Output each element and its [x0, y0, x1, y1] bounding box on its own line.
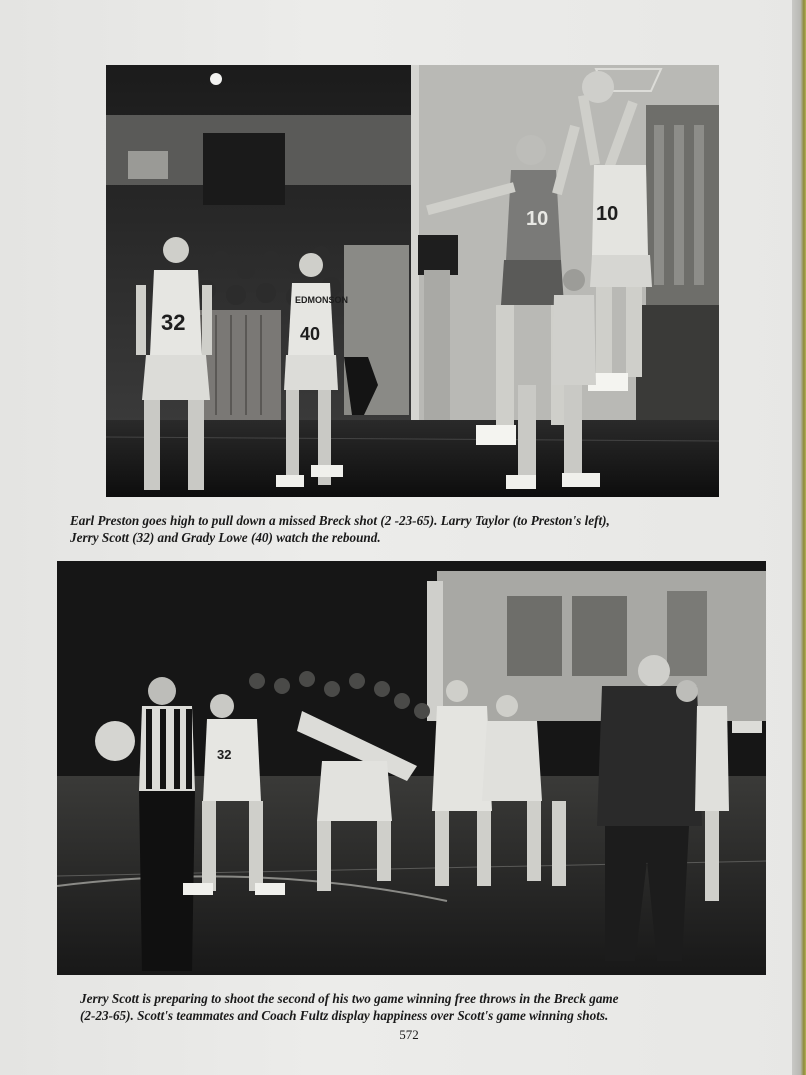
jersey-number-32: 32 — [161, 310, 186, 335]
jersey-text: EDMONSON — [295, 295, 349, 305]
free-throw-photo-image — [57, 561, 766, 975]
top-photo-caption — [70, 512, 760, 546]
page-number: 572 — [399, 1027, 419, 1042]
jersey-number-10-light: 10 — [596, 203, 619, 225]
bottom-photo-caption — [80, 990, 760, 1024]
book-spine-edge — [792, 0, 806, 1075]
top-caption-line-1: Earl Preston goes high to pull down a missed Breck shot (2 -23-65). Larry Taylor (to Preston's left), — [70, 513, 610, 528]
free-throw-photo — [57, 561, 766, 975]
bottom-caption-line-1: Jerry Scott is preparing to shoot the second of his two game winning free throws in the Breck game — [80, 991, 619, 1006]
rebound-photo-image — [106, 65, 719, 497]
jersey-number-10-dark: 10 — [526, 208, 549, 230]
top-caption-line-2: Jerry Scott (32) and Grady Lowe (40) watch the rebound. — [70, 530, 381, 545]
bottom-caption-line-2: (2-23-65). Scott's teammates and Coach Fultz display happiness over Scott's game winning shots. — [80, 1008, 609, 1023]
jersey-number-40: 40 — [300, 324, 321, 344]
jersey-number-32-bottom: 32 — [217, 747, 232, 762]
rebound-photo — [106, 65, 719, 497]
